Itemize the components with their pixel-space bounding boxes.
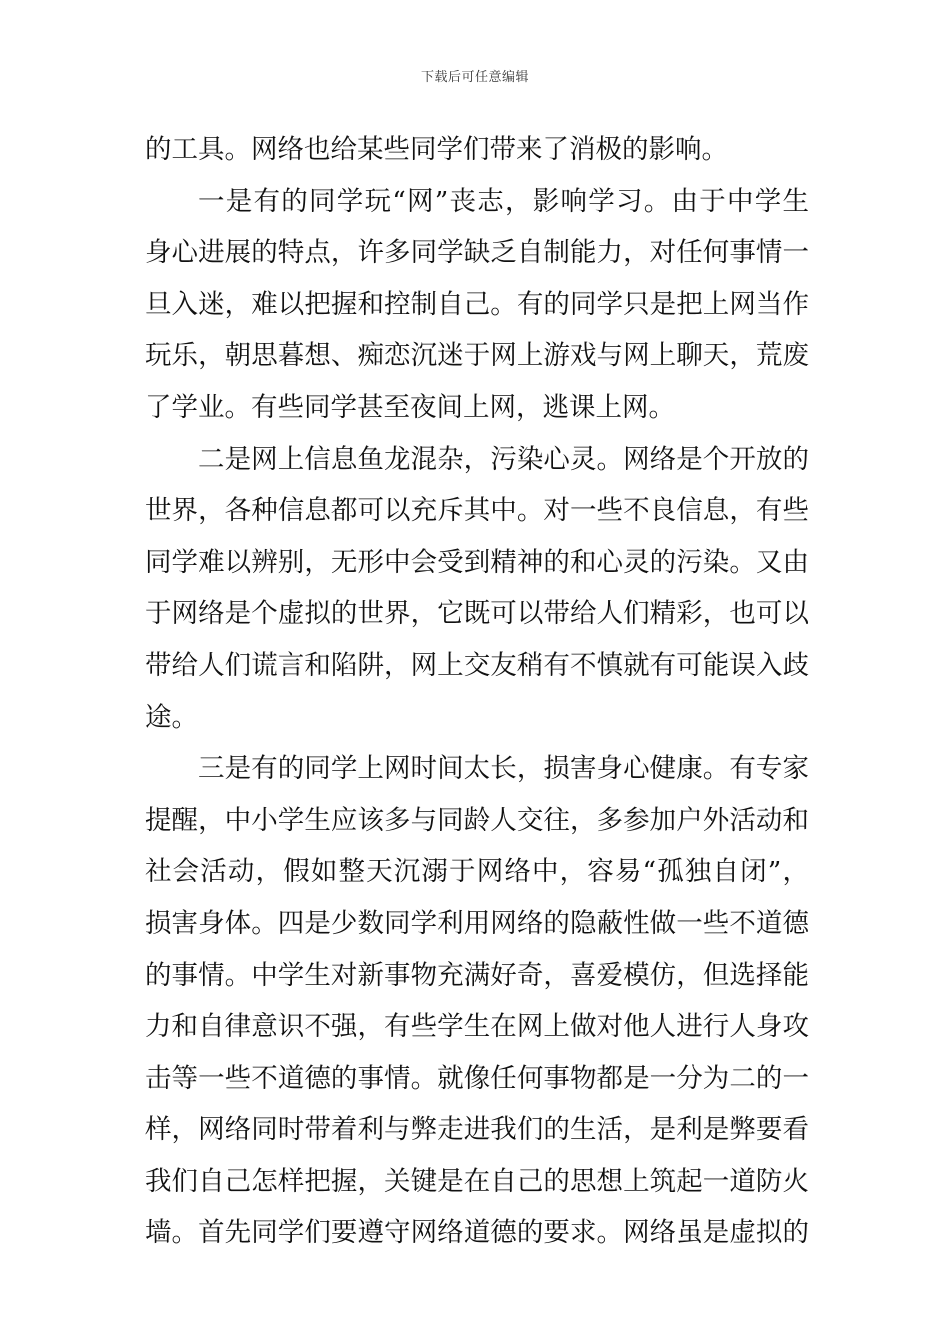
document-body [145,124,809,1259]
text-line: 提醒，中小学生应该多与同龄人交往，多参加户外活动和 [145,804,809,836]
text-line: 损害身体。四是少数同学利用网络的隐蔽性做一些不道德 [145,907,809,939]
text-line: 社会活动，假如整天沉溺于网络中，容易“孤独自闭”， [145,856,809,888]
text-line: 旦入迷，难以把握和控制自己。有的同学只是把上网当作 [145,288,809,320]
text-line: 二是网上信息鱼龙混杂，污染心灵。网络是个开放的 [198,443,809,475]
text-line: 我们自己怎样把握，关键是在自己的思想上筑起一道防火 [145,1165,809,1197]
text-line: 同学难以辨别，无形中会受到精神的和心灵的污染。又由 [145,546,809,578]
text-line: 击等一些不道德的事情。就像任何事物都是一分为二的一 [145,1062,809,1094]
text-line: 力和自律意识不强，有些学生在网上做对他人进行人身攻 [145,1011,809,1043]
text-line: 身心进展的特点，许多同学缺乏自制能力，对任何事情一 [145,237,809,269]
page-header: 下载后可任意编辑 [420,70,529,85]
text-line: 世界，各种信息都可以充斥其中。对一些不良信息，有些 [145,495,809,527]
text-line: 玩乐，朝思暮想、痴恋沉迷于网上游戏与网上聊天，荒废 [145,340,809,372]
text-line: 了学业。有些同学甚至夜间上网，逃课上网。 [145,391,675,423]
text-line: 途。 [145,701,198,733]
text-line: 三是有的同学上网时间太长，损害身心健康。有专家 [198,753,809,785]
text-line: 的事情。中学生对新事物充满好奇，喜爱模仿，但选择能 [145,959,809,991]
text-line: 样，网络同时带着利与弊走进我们的生活，是利是弊要看 [145,1114,809,1146]
text-line: 墙。首先同学们要遵守网络道德的要求。网络虽是虚拟的 [145,1217,809,1249]
text-line: 带给人们谎言和陷阱，网上交友稍有不慎就有可能误入歧 [145,649,809,681]
text-line: 的工具。网络也给某些同学们带来了消极的影响。 [145,134,728,165]
text-line: 于网络是个虚拟的世界，它既可以带给人们精彩，也可以 [145,598,809,630]
text-line: 一是有的同学玩“网”丧志，影响学习。由于中学生 [198,185,809,217]
